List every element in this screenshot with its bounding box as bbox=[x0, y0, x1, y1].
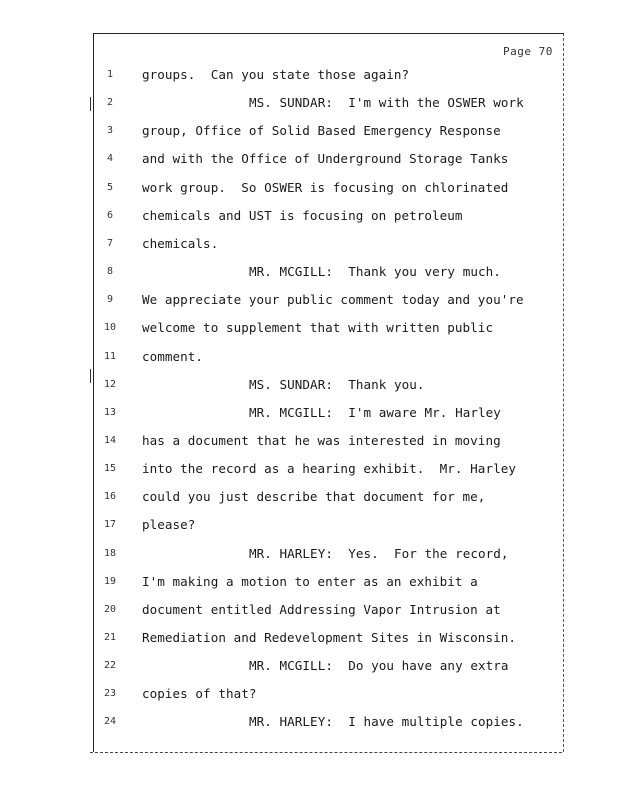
line-number: 21 bbox=[103, 632, 117, 643]
transcript-line bbox=[0, 349, 618, 365]
line-text: work group. So OSWER is focusing on chlorinated bbox=[142, 179, 509, 195]
line-text: chemicals. bbox=[142, 235, 219, 251]
line-number: 15 bbox=[103, 463, 117, 475]
line-number: 11 bbox=[103, 350, 117, 362]
line-text: and with the Office of Underground Storage Tanks bbox=[142, 151, 509, 167]
line-number: 12 bbox=[103, 378, 117, 390]
line-text: MS. SUNDAR: I'm with the OSWER work bbox=[249, 95, 524, 111]
transcript-line bbox=[0, 180, 618, 196]
line-text: document entitled Addressing Vapor Intrusion at bbox=[142, 601, 501, 617]
transcript-line bbox=[0, 630, 618, 646]
transcript-line bbox=[0, 208, 618, 224]
transcript-line bbox=[0, 320, 618, 336]
line-text: MR. MCGILL: Do you have any extra bbox=[249, 658, 509, 674]
line-text: We appreciate your public comment today and you're bbox=[142, 292, 524, 308]
transcript-line bbox=[0, 292, 618, 308]
line-text: MR. MCGILL: Thank you very much. bbox=[249, 264, 501, 279]
line-text: copies of that? bbox=[142, 686, 257, 702]
line-text: group, Office of Solid Based Emergency Response bbox=[142, 123, 501, 139]
transcript-line bbox=[0, 433, 618, 449]
line-number: 10 bbox=[103, 322, 117, 334]
transcript-line bbox=[0, 264, 618, 280]
line-text: MR. MCGILL: I'm aware Mr. Harley bbox=[249, 404, 501, 420]
transcript-line bbox=[0, 377, 618, 393]
line-text: chemicals and UST is focusing on petroleum bbox=[142, 207, 463, 223]
line-number: 18 bbox=[103, 547, 117, 559]
line-text: groups. Can you state those again? bbox=[142, 67, 410, 82]
line-number: 14 bbox=[103, 434, 117, 446]
line-number: 19 bbox=[103, 575, 117, 587]
transcript-line bbox=[0, 574, 618, 590]
transcript-line bbox=[0, 602, 618, 618]
line-number: 4 bbox=[106, 153, 114, 165]
transcript-line bbox=[0, 658, 618, 674]
line-text: comment. bbox=[142, 348, 204, 364]
line-text: I'm making a motion to enter as an exhibit a bbox=[142, 573, 478, 589]
line-number: 1 bbox=[106, 69, 114, 80]
transcript-line bbox=[0, 67, 618, 83]
line-text: has a document that he was interested in moving bbox=[142, 432, 501, 448]
transcript-line bbox=[0, 546, 618, 562]
transcript-line bbox=[0, 489, 618, 505]
line-number: 3 bbox=[106, 125, 114, 137]
line-text: MR. HARLEY: I have multiple copies. bbox=[249, 714, 524, 730]
line-number: 22 bbox=[103, 660, 117, 672]
line-number: 23 bbox=[103, 688, 117, 700]
transcript-line bbox=[0, 686, 618, 702]
line-number: 9 bbox=[106, 294, 114, 306]
line-number: 24 bbox=[103, 716, 117, 728]
line-text: MR. HARLEY: Yes. For the record, bbox=[249, 545, 509, 561]
transcript-line bbox=[0, 517, 618, 533]
line-text: please? bbox=[142, 517, 196, 533]
bottom-rule bbox=[90, 752, 562, 753]
transcript-line bbox=[0, 123, 618, 139]
line-text: could you just describe that document for me, bbox=[142, 489, 486, 505]
line-number: 7 bbox=[106, 237, 114, 249]
transcript-line bbox=[0, 714, 618, 730]
line-text: Remediation and Redevelopment Sites in Wisconsin. bbox=[142, 630, 516, 645]
line-number: 6 bbox=[106, 209, 114, 221]
transcript-line bbox=[0, 405, 618, 421]
line-text: into the record as a hearing exhibit. Mr. Harley bbox=[142, 461, 516, 477]
line-number: 17 bbox=[103, 519, 117, 531]
line-text: MS. SUNDAR: Thank you. bbox=[249, 376, 425, 392]
line-number: 5 bbox=[106, 181, 114, 193]
line-text: welcome to supplement that with written public bbox=[142, 320, 494, 336]
line-number: 2 bbox=[106, 97, 114, 109]
transcript-line bbox=[0, 95, 618, 111]
line-number: 13 bbox=[103, 406, 117, 418]
transcript-line bbox=[0, 461, 618, 477]
line-number: 16 bbox=[103, 491, 117, 503]
line-number: 8 bbox=[106, 266, 114, 277]
page-number: Page 70 bbox=[503, 45, 553, 58]
transcript-line bbox=[0, 236, 618, 252]
transcript-line bbox=[0, 151, 618, 167]
line-number: 20 bbox=[103, 603, 117, 615]
